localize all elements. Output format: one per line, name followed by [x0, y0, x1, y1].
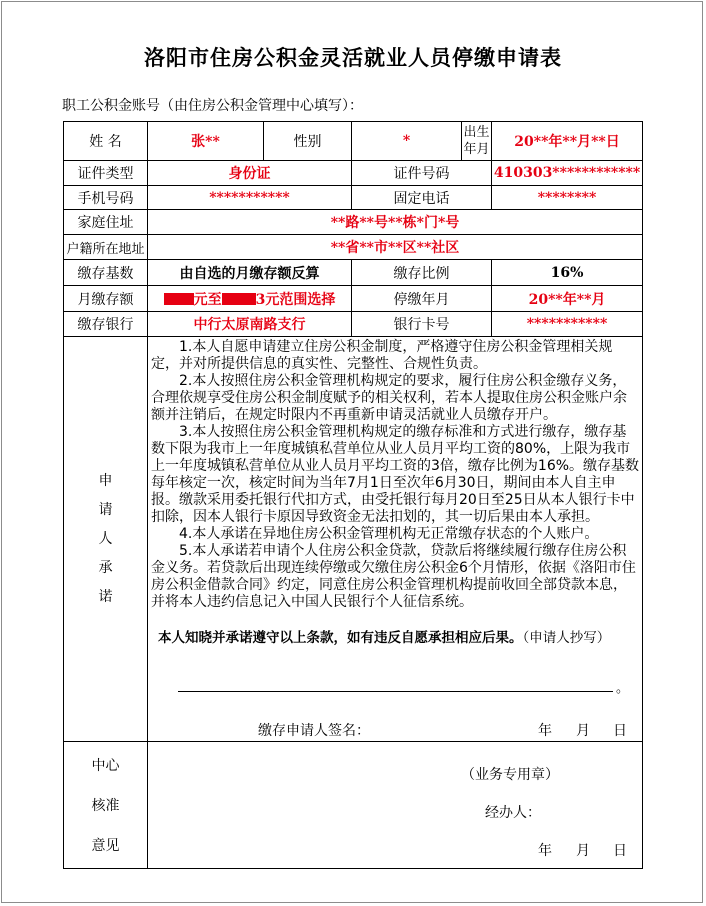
sign-day: 日 — [613, 723, 627, 739]
center-approval-label: 中心 核准 意见 — [64, 742, 148, 869]
gender-label: 性别 — [264, 122, 352, 161]
monthly-deposit-end: 3元范围选择 — [255, 291, 336, 308]
application-form — [63, 121, 643, 869]
review-month: 月 — [576, 843, 590, 859]
handler-label: 经办人： — [485, 805, 541, 821]
promise-item: 5.本人承诺若申请个人住房公积金贷款，贷款后将继续履行缴存住房公积金义务。若贷款后出现连续停缴或欠缴住房公积金6个月情形，依据《洛阳市住房公积金借款合同》约定，同意住房公积金管理机构提前收回全部贷款本息，并将本人违约信息记入中国人民银行个人征信系统。 — [151, 543, 636, 610]
household-address-label: 户籍所在地址 — [64, 235, 148, 260]
sign-year: 年 — [538, 723, 552, 739]
deposit-bank-label: 缴存银行 — [64, 312, 148, 337]
business-stamp-label: （业务专用章） — [461, 767, 559, 783]
commitment-statement: 本人知晓并承诺遵守以上条款，如有违反自愿承担相应后果。（申请人抄写） — [158, 630, 611, 646]
stop-month-value[interactable]: 20**年**月 — [492, 286, 643, 312]
deposit-bank-value[interactable]: 中行太原南路支行 — [148, 312, 352, 337]
center-approval-section[interactable] — [148, 742, 643, 869]
id-number-label: 证件号码 — [352, 161, 492, 186]
home-address-value[interactable]: **路**号**栋*门*号 — [148, 210, 643, 235]
household-address-value[interactable]: **省**市**区**社区 — [148, 235, 643, 260]
handwriting-period: 。 — [616, 681, 630, 696]
birth-label: 出生年月 — [462, 122, 492, 161]
promise-item: 4.本人承诺在异地住房公积金管理机构无正常缴存状态的个人账户。 — [179, 526, 599, 542]
name-value[interactable]: 张** — [148, 122, 264, 161]
deposit-base-value[interactable]: 由自选的月缴存额反算 — [148, 260, 352, 286]
id-number-value[interactable]: 410303************ — [492, 161, 643, 186]
deposit-base-label: 缴存基数 — [64, 260, 148, 286]
deposit-ratio-label: 缴存比例 — [352, 260, 492, 286]
id-type-value[interactable]: 身份证 — [148, 161, 352, 186]
name-label: 姓 名 — [64, 122, 148, 161]
birth-value[interactable]: 20**年**月**日 — [492, 122, 643, 161]
page-title: 洛阳市住房公积金灵活就业人员停缴申请表 — [144, 46, 562, 70]
stop-month-label: 停缴年月 — [352, 286, 492, 312]
promise-item: 3.本人按照住房公积金管理机构规定的缴存标准和方式进行缴存，缴存基数下限为我市上一年度城镇私营单位从业人员月平均工资的80%，上限为我市上一年度城镇私营单位从业人员月平均工资的3倍，缴存比例为16%。缴存基数每年核定一次，核定时间为当年7月1日至次年6月30日，期间由本人自主申报。缴款采用委托银行代扣方式，由受托银行每月20日至25日从本人银行卡中扣除，因本人银行卡原因导致资金无法扣划的，其一切后果由本人承担。 — [151, 424, 640, 525]
deposit-ratio-value[interactable]: 16% — [492, 260, 643, 286]
landline-value[interactable]: ******** — [492, 186, 643, 210]
monthly-deposit-mid: 元至 — [193, 291, 222, 308]
applicant-promise-section — [148, 337, 643, 742]
mobile-label: 手机号码 — [64, 186, 148, 210]
redaction-block — [222, 293, 256, 305]
home-address-label: 家庭住址 — [64, 210, 148, 235]
redaction-block — [164, 293, 194, 305]
bank-card-label: 银行卡号 — [352, 312, 492, 337]
id-type-label: 证件类型 — [64, 161, 148, 186]
bank-card-value[interactable]: *********** — [492, 312, 643, 337]
handwriting-line[interactable] — [178, 691, 613, 692]
sign-month: 月 — [576, 723, 590, 739]
monthly-deposit-value[interactable] — [148, 286, 352, 312]
signature-label: 缴存申请人签名： — [258, 723, 370, 739]
promise-item: 1.本人自愿申请建立住房公积金制度，严格遵守住房公积金管理相关规定，并对所提供信息的真实性、完整性、合规性负责。 — [151, 339, 613, 372]
review-year: 年 — [538, 843, 552, 859]
review-day: 日 — [613, 843, 627, 859]
gender-value[interactable]: * — [352, 122, 462, 161]
landline-label: 固定电话 — [352, 186, 492, 210]
mobile-value[interactable]: *********** — [148, 186, 352, 210]
applicant-promise-label: 申 请 人 承 诺 — [64, 337, 148, 742]
account-number-label: 职工公积金账号（由住房公积金管理中心填写）： — [62, 98, 363, 114]
monthly-deposit-label: 月缴存额 — [64, 286, 148, 312]
promise-item: 2.本人按照住房公积金管理机构规定的要求，履行住房公积金缴存义务，合理依规享受住房公积金制度赋予的相关权利，若本人提取住房公积金账户余额并注销后，在规定时限内不再重新申请灵活就业人员缴存开户。 — [151, 373, 627, 423]
